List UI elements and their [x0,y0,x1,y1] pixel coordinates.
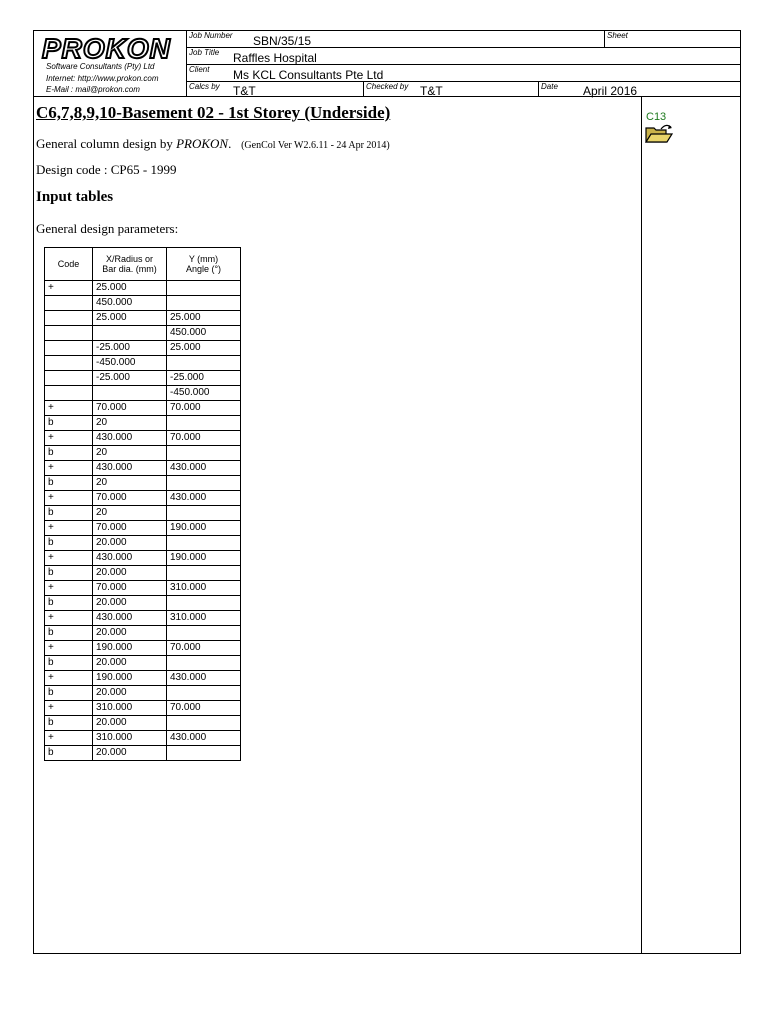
column-header: X/Radius or Bar dia. (mm) [93,248,167,281]
code-cell: b [45,476,93,491]
code-cell: + [45,701,93,716]
x-cell: 430.000 [93,431,167,446]
table-row [45,641,241,656]
open-folder-icon[interactable] [644,123,674,145]
x-cell: 20 [93,416,167,431]
x-cell: 20 [93,476,167,491]
x-cell: 70.000 [93,581,167,596]
y-cell: 430.000 [167,731,241,746]
column-header: Code [45,248,93,281]
title-block [34,31,740,97]
row-client [187,65,740,82]
x-cell: -25.000 [93,371,167,386]
y-cell: 310.000 [167,581,241,596]
code-cell: + [45,521,93,536]
table-row [45,416,241,431]
calcs-by-label: Calcs by [189,82,220,91]
table-row [45,746,241,761]
client-label: Client [189,65,210,74]
y-cell [167,656,241,671]
table-row [45,521,241,536]
row-job-number [187,31,740,48]
table-row [45,461,241,476]
checked-by-value: T&T [420,84,443,98]
x-cell: 450.000 [93,296,167,311]
x-cell: 20.000 [93,626,167,641]
y-cell [167,446,241,461]
y-cell: 190.000 [167,521,241,536]
y-cell: 25.000 [167,311,241,326]
x-cell: 20.000 [93,686,167,701]
code-cell: + [45,491,93,506]
code-cell: + [45,731,93,746]
table-row [45,371,241,386]
code-cell: + [45,671,93,686]
y-cell [167,626,241,641]
code-cell: + [45,431,93,446]
x-cell: 20 [93,506,167,521]
x-cell [93,326,167,341]
table-row [45,296,241,311]
date-value: April 2016 [583,84,638,98]
design-parameters-table [44,247,241,761]
y-cell: -450.000 [167,386,241,401]
y-cell: 450.000 [167,326,241,341]
code-cell: b [45,686,93,701]
table-row [45,596,241,611]
divider [363,82,364,97]
code-cell: b [45,716,93,731]
code-cell: + [45,641,93,656]
y-cell [167,416,241,431]
table-row [45,281,241,296]
code-cell: b [45,446,93,461]
code-cell: + [45,611,93,626]
table-row [45,356,241,371]
table-row [45,701,241,716]
x-cell: 310.000 [93,701,167,716]
x-cell: 20.000 [93,596,167,611]
divider [538,82,539,97]
x-cell: 20.000 [93,656,167,671]
table-row [45,326,241,341]
y-cell: 430.000 [167,461,241,476]
table-body [45,281,241,761]
x-cell: 70.000 [93,521,167,536]
table-row [45,476,241,491]
page-title: C6,7,8,9,10-Basement 02 - 1st Storey (Underside) [36,103,391,122]
x-cell: 20.000 [93,566,167,581]
table-header-row [45,248,241,281]
table-row [45,566,241,581]
job-number-label: Job Number [189,31,233,40]
x-cell: 430.000 [93,611,167,626]
company-website: Internet: http://www.prokon.com [46,74,159,83]
table-row [45,581,241,596]
x-cell: 190.000 [93,641,167,656]
x-cell: 190.000 [93,671,167,686]
table-row [45,731,241,746]
job-title-label: Job Title [189,48,220,57]
code-cell: b [45,746,93,761]
job-number-value: SBN/35/15 [253,34,312,48]
y-cell [167,566,241,581]
x-cell: 430.000 [93,551,167,566]
table-row [45,611,241,626]
code-cell: + [45,581,93,596]
table-row [45,626,241,641]
table-row [45,716,241,731]
code-cell: + [45,551,93,566]
table-row [45,491,241,506]
table-row [45,656,241,671]
code-cell [45,356,93,371]
table-row [45,311,241,326]
code-cell [45,311,93,326]
y-cell: 25.000 [167,341,241,356]
table-row [45,431,241,446]
y-cell [167,281,241,296]
code-cell [45,371,93,386]
row-calcs [187,82,740,97]
code-cell: + [45,461,93,476]
table-row [45,671,241,686]
table-row [45,686,241,701]
client-value: Ms KCL Consultants Pte Ltd [233,68,384,82]
code-cell: b [45,656,93,671]
x-cell: 25.000 [93,311,167,326]
code-cell [45,341,93,356]
y-cell [167,716,241,731]
table-row [45,341,241,356]
date-label: Date [541,82,558,91]
y-cell [167,476,241,491]
reference-column [641,97,742,953]
code-cell [45,296,93,311]
y-cell: 70.000 [167,401,241,416]
y-cell [167,596,241,611]
table-row [45,551,241,566]
x-cell: -450.000 [93,356,167,371]
params-label: General design parameters: [36,221,179,236]
table-row [45,446,241,461]
design-code: Design code : CP65 - 1999 [36,162,177,177]
general-prefix: General column design by [36,136,177,151]
table-row [45,386,241,401]
y-cell: 430.000 [167,671,241,686]
y-cell: 70.000 [167,431,241,446]
checked-by-label: Checked by [366,82,409,91]
y-cell: 70.000 [167,701,241,716]
x-cell: 70.000 [93,401,167,416]
y-cell: 70.000 [167,641,241,656]
table-row [45,506,241,521]
y-cell: 190.000 [167,551,241,566]
table-row [45,536,241,551]
code-cell: + [45,281,93,296]
x-cell: 25.000 [93,281,167,296]
x-cell: 430.000 [93,461,167,476]
y-cell [167,356,241,371]
prokon-logo [40,34,182,62]
company-email: E-Mail : mail@prokon.com [46,85,140,94]
divider [604,31,605,48]
code-cell [45,326,93,341]
x-cell: 310.000 [93,731,167,746]
x-cell: 70.000 [93,491,167,506]
program-name: PROKON [176,136,229,151]
code-cell: b [45,536,93,551]
table-row [45,401,241,416]
y-cell [167,296,241,311]
y-cell [167,686,241,701]
code-cell: b [45,596,93,611]
code-cell: b [45,416,93,431]
code-cell: b [45,626,93,641]
row-job-title [187,48,740,65]
x-cell: -25.000 [93,341,167,356]
logo-text: PROKON [42,34,171,62]
y-cell: 430.000 [167,491,241,506]
column-header: Y (mm) Angle (°) [167,248,241,281]
code-cell: b [45,566,93,581]
calc-reference: C13 [646,111,667,123]
code-cell: b [45,506,93,521]
sheet-label: Sheet [607,31,628,40]
x-cell: 20.000 [93,746,167,761]
calcs-by-value: T&T [233,84,256,98]
job-title-value: Raffles Hospital [233,51,317,65]
y-cell: 310.000 [167,611,241,626]
y-cell [167,746,241,761]
general-design-line [36,136,390,152]
y-cell [167,506,241,521]
general-suffix: . [228,136,232,151]
logo-cell [34,31,187,97]
code-cell: + [45,401,93,416]
input-tables-heading: Input tables [36,189,114,205]
code-cell [45,386,93,401]
calculation-sheet [33,30,741,954]
x-cell: 20.000 [93,716,167,731]
company-name: Software Consultants (Pty) Ltd [46,62,155,71]
x-cell [93,386,167,401]
x-cell: 20 [93,446,167,461]
y-cell: -25.000 [167,371,241,386]
program-version: (GenCol Ver W2.6.11 - 24 Apr 2014) [241,140,390,151]
y-cell [167,536,241,551]
x-cell: 20.000 [93,536,167,551]
